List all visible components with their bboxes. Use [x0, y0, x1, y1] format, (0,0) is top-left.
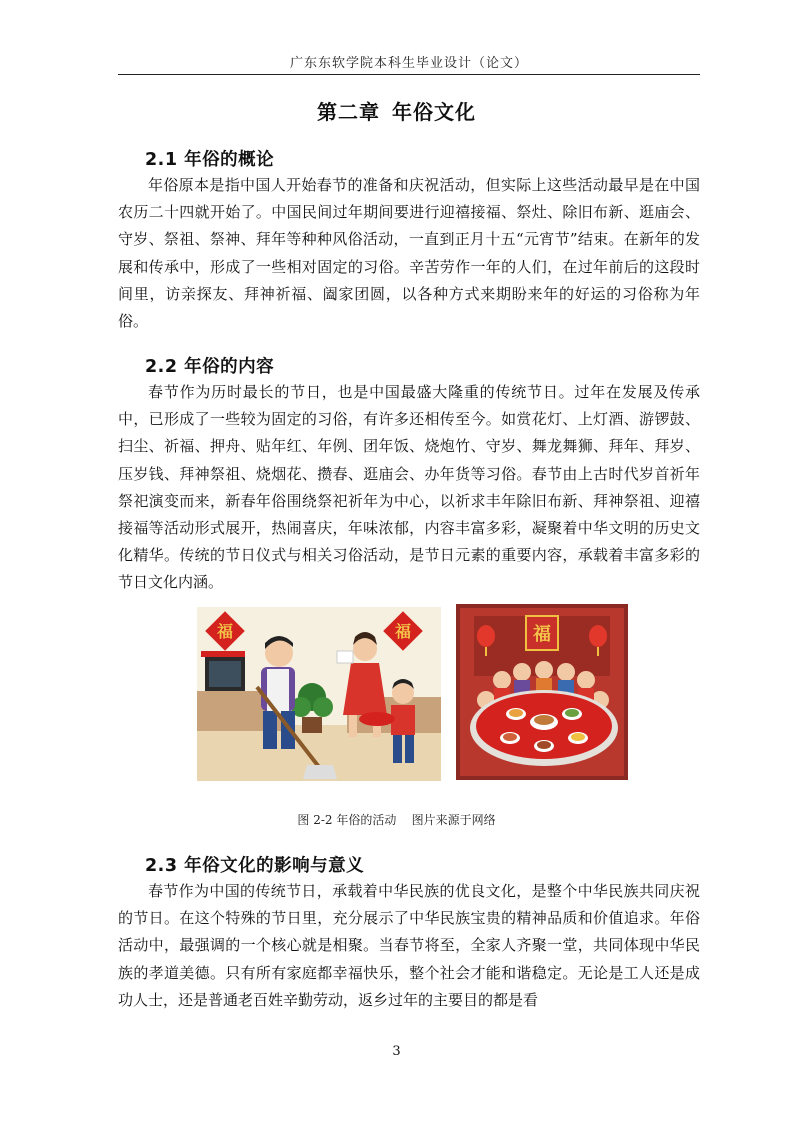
section-heading-2-1: 2.1 年俗的概论 [145, 150, 275, 170]
header-rule [118, 74, 700, 75]
section-heading-2-3: 2.3 年俗文化的影响与意义 [145, 856, 365, 876]
chapter-number: 第二章 [317, 100, 380, 124]
section-paragraph-2-2: 春节作为历时最长的节日，也是中国最盛大隆重的传统节日。过年在发展及传承中，已形成了一些较为固定的习俗，有许多还相传至今。如赏花灯、上灯酒、游锣鼓、扫尘、祈福、押舟、贴年红、年例、团年饭、烧炮竹、守岁、舞龙舞狮、拜年、拜岁、压岁钱、拜神祭祖、烧烟花、攒春、逛庙会、办年货等习俗。春节由上古时代岁首祈年祭祀演变而来，新春年俗围绕祭祀祈年为中心，以祈求丰年除旧布新、拜神祭祖、迎禧接福等活动形式展开，热闹喜庆，年味浓郁，内容丰富多彩，凝聚着中华文明的历史文化精华。传统的节日仪式与相关习俗活动，是节日元素的重要内容，承载着丰富多彩的节日文化内涵。 [118, 383, 700, 592]
family-cleaning-illustration [197, 607, 441, 781]
fu-character-dinner: 福 [533, 624, 551, 645]
fu-character-right: 福 [394, 622, 412, 641]
family-reunion-dinner-illustration [456, 604, 628, 780]
chapter-title [0, 96, 793, 125]
figure-caption: 图 2-2 年俗的活动 图片来源于网络 [297, 813, 496, 827]
chapter-name: 年俗文化 [392, 100, 476, 124]
section-paragraph-2-3: 春节作为中国的传统节日，承载着中华民族的优良文化，是整个中华民族共同庆祝的节日。在这个特殊的节日里，充分展示了中华民族宝贵的精神品质和价值追求。年俗活动中，最强调的一个核心就是相聚。当春节将至，全家人齐聚一堂，共同体现中华民族的孝道美德。只有所有家庭都幸福快乐，整个社会才能和谐稳定。无论是工人还是成功人士，还是普通老百姓辛勤劳动，返乡过年的主要目的都是看 [118, 882, 700, 1009]
page-number: 3 [392, 1044, 401, 1059]
section-paragraph-2-1: 年俗原本是指中国人开始春节的准备和庆祝活动，但实际上这些活动最早是在中国农历二十四就开始了。中国民间过年期间要进行迎禧接福、祭灶、除旧布新、逛庙会、守岁、祭祖、祭神、拜年等种种风俗活动，一直到正月十五“元宵节”结束。在新年的发展和传承中，形成了一些相对固定的习俗。辛苦劳作一年的人们，在过年前后的这段时间里，访亲探友、拜神祈福、阖家团圆，以各种方式来期盼来年的好运的习俗称为年俗。 [118, 176, 700, 331]
running-header: 广东东软学院本科生毕业设计（论文） [289, 56, 528, 71]
section-heading-2-2: 2.2 年俗的内容 [145, 357, 275, 377]
fu-character-left: 福 [216, 622, 234, 641]
